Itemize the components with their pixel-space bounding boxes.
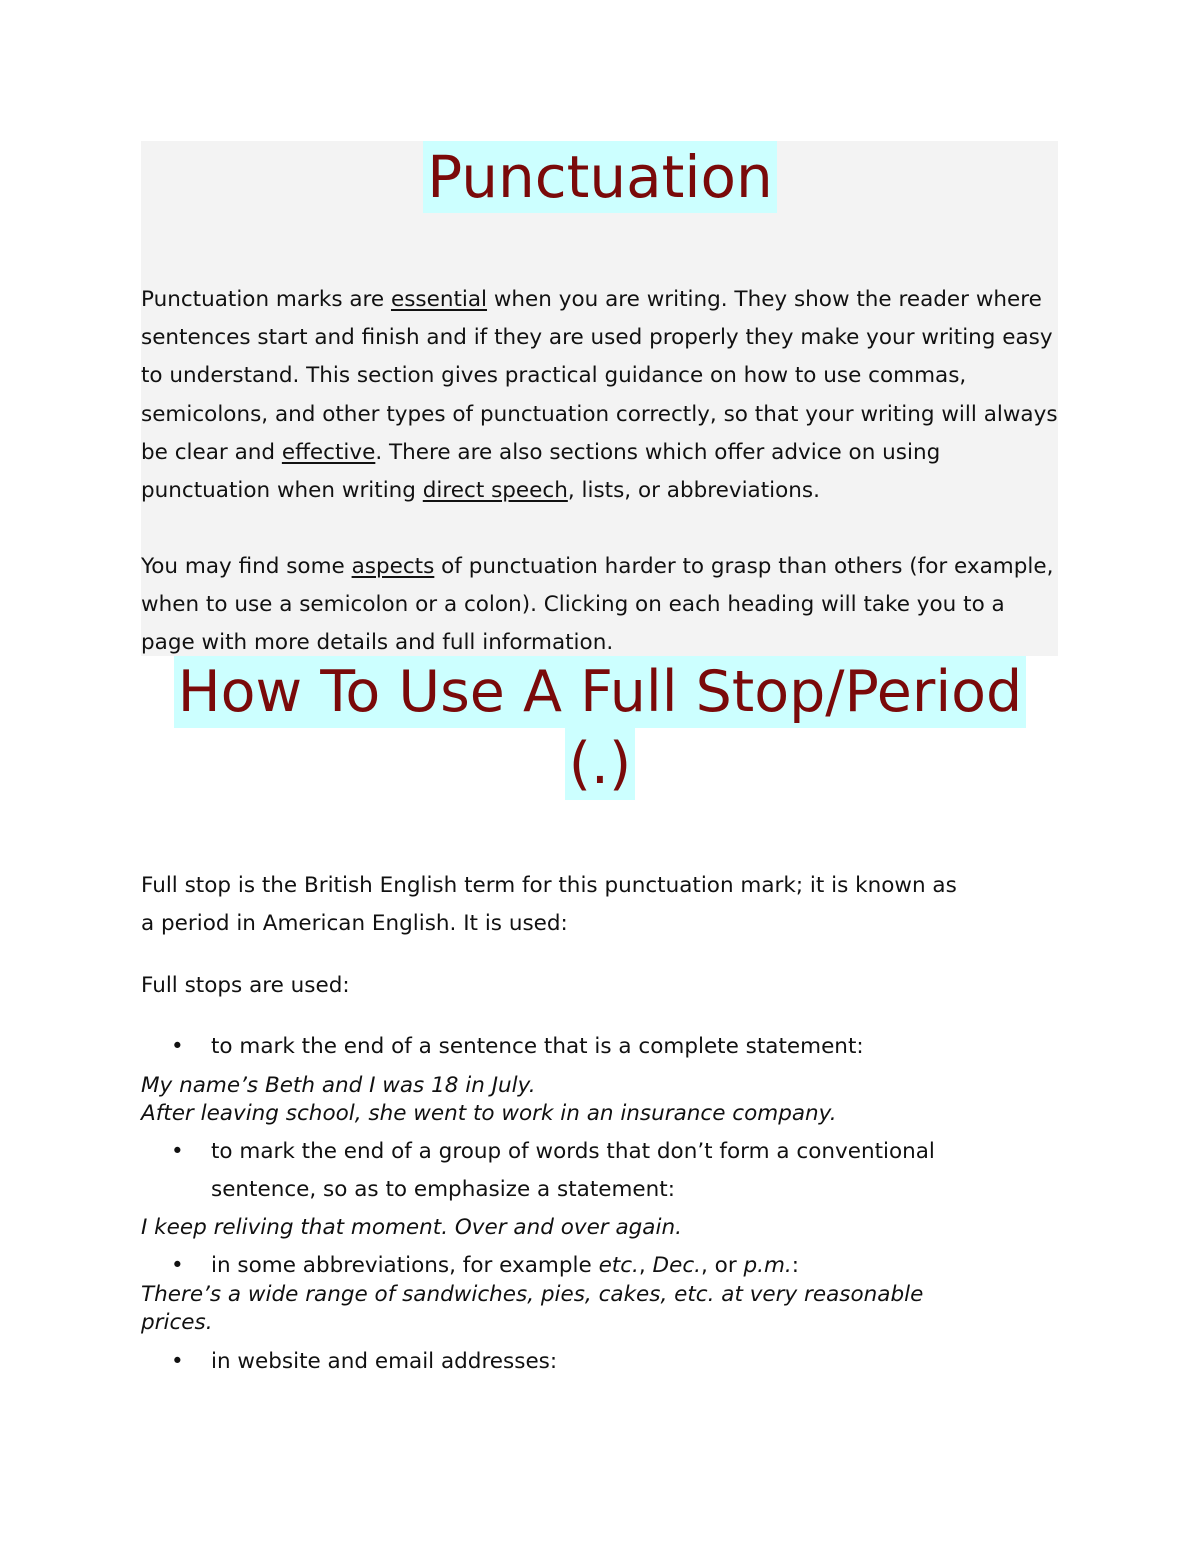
link-direct-speech[interactable]: direct speech (422, 478, 568, 504)
list-item-text: to mark the end of a sentence that is a complete statement: (211, 1034, 864, 1059)
example-line: There’s a wide range of sandwiches, pies, cakes, etc. at very reasonable (141, 1282, 924, 1307)
bullet-icon: • (171, 1034, 184, 1059)
section-heading-line-2: (.) (565, 728, 636, 800)
example-line: My name’s Beth and I was 18 in July. (141, 1073, 536, 1098)
section-heading (120, 656, 1080, 800)
intro-text: . There are also sections which offer advice on using punctuation when writing (141, 439, 941, 504)
section-description-line-1: Full stop is the British English term for this punctuation mark; it is known as (141, 873, 957, 898)
intro-paragraph-2 (141, 548, 1061, 663)
example-line: After leaving school, she went to work in an insurance company. (141, 1101, 837, 1126)
usage-lead: Full stops are used: (141, 973, 350, 998)
list-item (171, 1133, 1051, 1209)
bullet-icon: • (171, 1253, 184, 1278)
list-item-text: in website and email addresses: (211, 1349, 558, 1374)
abbreviation-example: Dec. (652, 1253, 701, 1278)
section-heading-line-1: How To Use A Full Stop/Period (174, 656, 1026, 728)
intro-text: You may find some (141, 554, 352, 579)
link-essential[interactable]: essential (390, 287, 488, 312)
intro-text: Punctuation marks are (141, 287, 391, 312)
link-effective[interactable]: effective (281, 439, 376, 465)
list-item-text: to mark the end of a group of words that don’t form a conventional (211, 1139, 935, 1164)
abbreviation-example: p.m. (743, 1253, 792, 1278)
intro-paragraph-1 (141, 281, 1061, 510)
list-item-text-part: , or (701, 1253, 744, 1278)
link-aspects[interactable]: aspects (351, 554, 435, 579)
list-item-text-part: , (638, 1253, 653, 1278)
list-item (171, 1343, 1051, 1381)
list-item-text-part: in some abbreviations, for example (211, 1253, 599, 1278)
bullet-icon: • (171, 1139, 184, 1164)
abbreviation-example: etc. (598, 1253, 639, 1278)
page-title-container (0, 141, 1200, 213)
intro-text: , lists, or abbreviations. (567, 478, 820, 504)
list-item-text-part: : (791, 1253, 800, 1278)
bullet-icon: • (171, 1349, 184, 1374)
list-item-text (211, 1247, 1051, 1285)
intro-text: of punctuation harder to grasp than others (for example, when to use a semicolon or a colon). Clicking on each heading will take you to a page with more details and full information. (141, 554, 1054, 656)
list-item (171, 1028, 1051, 1066)
page-title: Punctuation (423, 141, 777, 213)
example-line: prices. (141, 1310, 213, 1335)
section-description-line-2: a period in American English. It is used: (141, 911, 568, 936)
example-line: I keep reliving that moment. Over and over again. (141, 1215, 682, 1240)
list-item (171, 1247, 1051, 1285)
intro-text: when you are writing. They show the reader where sentences start and finish and if they are used properly they make your writing easy to understand. This section gives practical guidance on how to use commas, semicolons, and other types of punctuation correctly, so that your writing will always be clear and (141, 287, 1058, 465)
list-item-text: sentence, so as to emphasize a statement: (211, 1177, 675, 1202)
